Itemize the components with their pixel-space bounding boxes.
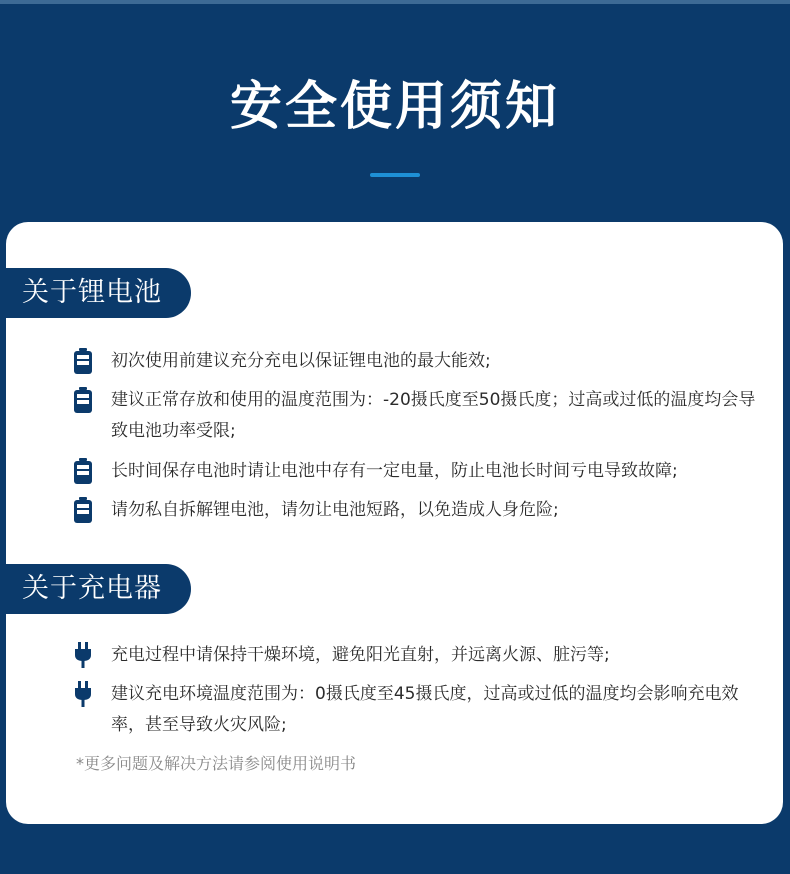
section-title-charger: 关于充电器 [6,564,191,614]
battery-item-1 [72,346,762,377]
charger-item-text: 充电过程中请保持干燥环境，避免阳光直射，并远离火源、脏污等; [111,645,610,665]
battery-item-text: 请勿私自拆解锂电池，请勿让电池短路，以免造成人身危险; [111,500,559,520]
battery-item-text: 建议正常存放和使用的温度范围为：-20摄氏度至50摄氏度；过高或过低的温度均会导致电池功率受限; [111,390,756,441]
battery-item-2 [72,385,762,447]
charger-item-1 [72,640,762,671]
charger-item-2 [72,679,762,741]
section-title-battery: 关于锂电池 [6,268,191,318]
battery-item-4 [72,495,762,526]
top-border [0,0,790,4]
charger-item-text: 建议充电环境温度范围为：0摄氏度至45摄氏度，过高或过低的温度均会影响充电效率，甚至导致火灾风险; [111,684,739,735]
footnote: *更多问题及解决方法请参阅使用说明书 [76,754,357,773]
battery-item-text: 长时间保存电池时请让电池中存有一定电量，防止电池长时间亏电导致故障; [111,461,678,481]
battery-icon [72,497,94,523]
title-underline [370,173,420,177]
plug-icon [72,681,94,707]
page-title: 安全使用须知 [229,77,560,137]
battery-icon [72,387,94,413]
battery-icon [72,348,94,374]
battery-icon [72,458,94,484]
plug-icon [72,642,94,668]
battery-item-text: 初次使用前建议充分充电以保证锂电池的最大能效; [111,351,491,371]
battery-item-3 [72,456,762,487]
content-card [6,222,783,824]
